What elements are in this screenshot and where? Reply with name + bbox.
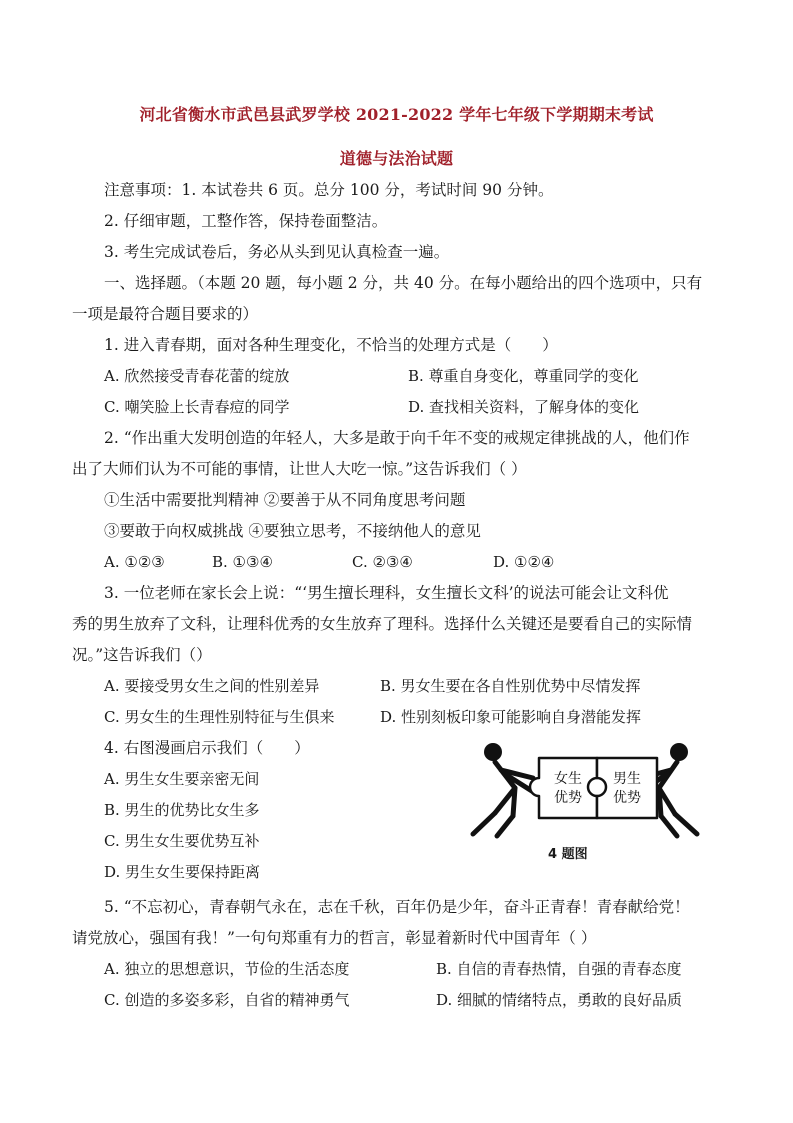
q5-stem-cont: 请党放心，强国有我！”一句句郑重有力的哲言，彰显着新时代中国青年（ ） (72, 929, 597, 947)
q4-option-c: C. 男生女生要优势互补 (104, 832, 260, 850)
q5-option-d: D. 细腻的情绪特点，勇敢的良好品质 (436, 991, 683, 1009)
left-person-icon (473, 743, 535, 836)
puzzle-icon (530, 758, 657, 818)
q4-option-d: D. 男生女生要保持距离 (104, 863, 261, 881)
q1-option-d: D. 查找相关资料，了解身体的变化 (408, 398, 640, 416)
page-title: 河北省衡水市武邑县武罗学校 2021-2022 学年七年级下学期期末考试 (139, 105, 654, 124)
q1-option-c: C. 嘲笑脸上长青春痘的同学 (104, 398, 290, 416)
q5-option-a: A. 独立的思想意识，节俭的生活态度 (104, 960, 350, 978)
q2-option-a: A. ①②③ (104, 553, 165, 571)
q2-option-c: C. ②③④ (352, 553, 413, 571)
q3-option-a: A. 要接受男女生之间的性别差异 (104, 677, 320, 695)
q1-option-b: B. 尊重自身变化，尊重同学的变化 (408, 367, 639, 385)
q1-option-a: A. 欣然接受青春花蕾的绽放 (104, 367, 290, 385)
q2-statements-2: ③要敢于向权威挑战 ④要独立思考，不接纳他人的意见 (104, 522, 481, 540)
q2-stem-cont: 出了大师们认为不可能的事情，让世人大吃一惊。”这告诉我们（ ） (72, 460, 527, 478)
note-1: 注意事项：1. 本试卷共 6 页。总分 100 分，考试时间 90 分钟。 (104, 181, 554, 199)
q4-stem: 4. 右图漫画启示我们（ ） (104, 739, 310, 757)
q5-option-c: C. 创造的多姿多彩，自省的精神勇气 (104, 991, 350, 1009)
q3-option-d: D. 性别刻板印象可能影响自身潜能发挥 (380, 708, 642, 726)
q5-stem: 5. “不忘初心，青春朝气永在，志在千秋，百年仍是少年，奋斗正青春！青春献给党！ (104, 898, 690, 916)
q2-option-b: B. ①③④ (212, 553, 273, 571)
q2-statements-1: ①生活中需要批判精神 ②要善于从不同角度思考问题 (104, 491, 466, 509)
note-2: 2. 仔细审题，工整作答，保持卷面整洁。 (104, 212, 388, 230)
q3-stem-cont-2: 况。”这告诉我们（） (72, 646, 212, 664)
right-piece-text-2: 优势 (613, 790, 641, 806)
q3-option-b: B. 男女生要在各自性别优势中尽情发挥 (380, 677, 641, 695)
section-heading: 一、选择题。（本题 20 题，每小题 2 分，共 40 分。在每小题给出的四个选项中，只有 (104, 274, 703, 292)
note-3: 3. 考生完成试卷后，务必从头到见认真检查一遍。 (104, 243, 450, 261)
page-subtitle: 道德与法治试题 (339, 149, 454, 168)
left-piece-text-1: 女生 (554, 771, 582, 787)
q4-option-b: B. 男生的优势比女生多 (104, 801, 260, 819)
q5-option-b: B. 自信的青春热情，自强的青春态度 (436, 960, 682, 978)
q2-option-d: D. ①②④ (493, 553, 555, 571)
q3-stem: 3. 一位老师在家长会上说：“‘男生擅长理科，女生擅长文科’的说法可能会让文科优 (104, 584, 669, 602)
q1-stem: 1. 进入青春期，面对各种生理变化，不恰当的处理方式是（ ） (104, 336, 558, 354)
right-piece-text-1: 男生 (613, 771, 641, 787)
q4-figure-caption: 4 题图 (548, 847, 588, 862)
left-piece-text-2: 优势 (554, 790, 582, 806)
q4-option-a: A. 男生女生要亲密无间 (104, 770, 260, 788)
section-heading-cont: 一项是最符合题目要求的） (72, 305, 259, 323)
q3-option-c: C. 男女生的生理性别特征与生俱来 (104, 708, 335, 726)
q2-stem: 2. “作出重大发明创造的年轻人，大多是敢于向千年不变的戒规定律挑战的人，他们作 (104, 429, 690, 447)
q3-stem-cont: 秀的男生放弃了文科，让理科优秀的女生放弃了理科。选择什么关键还是要看自己的实际情 (72, 615, 693, 633)
